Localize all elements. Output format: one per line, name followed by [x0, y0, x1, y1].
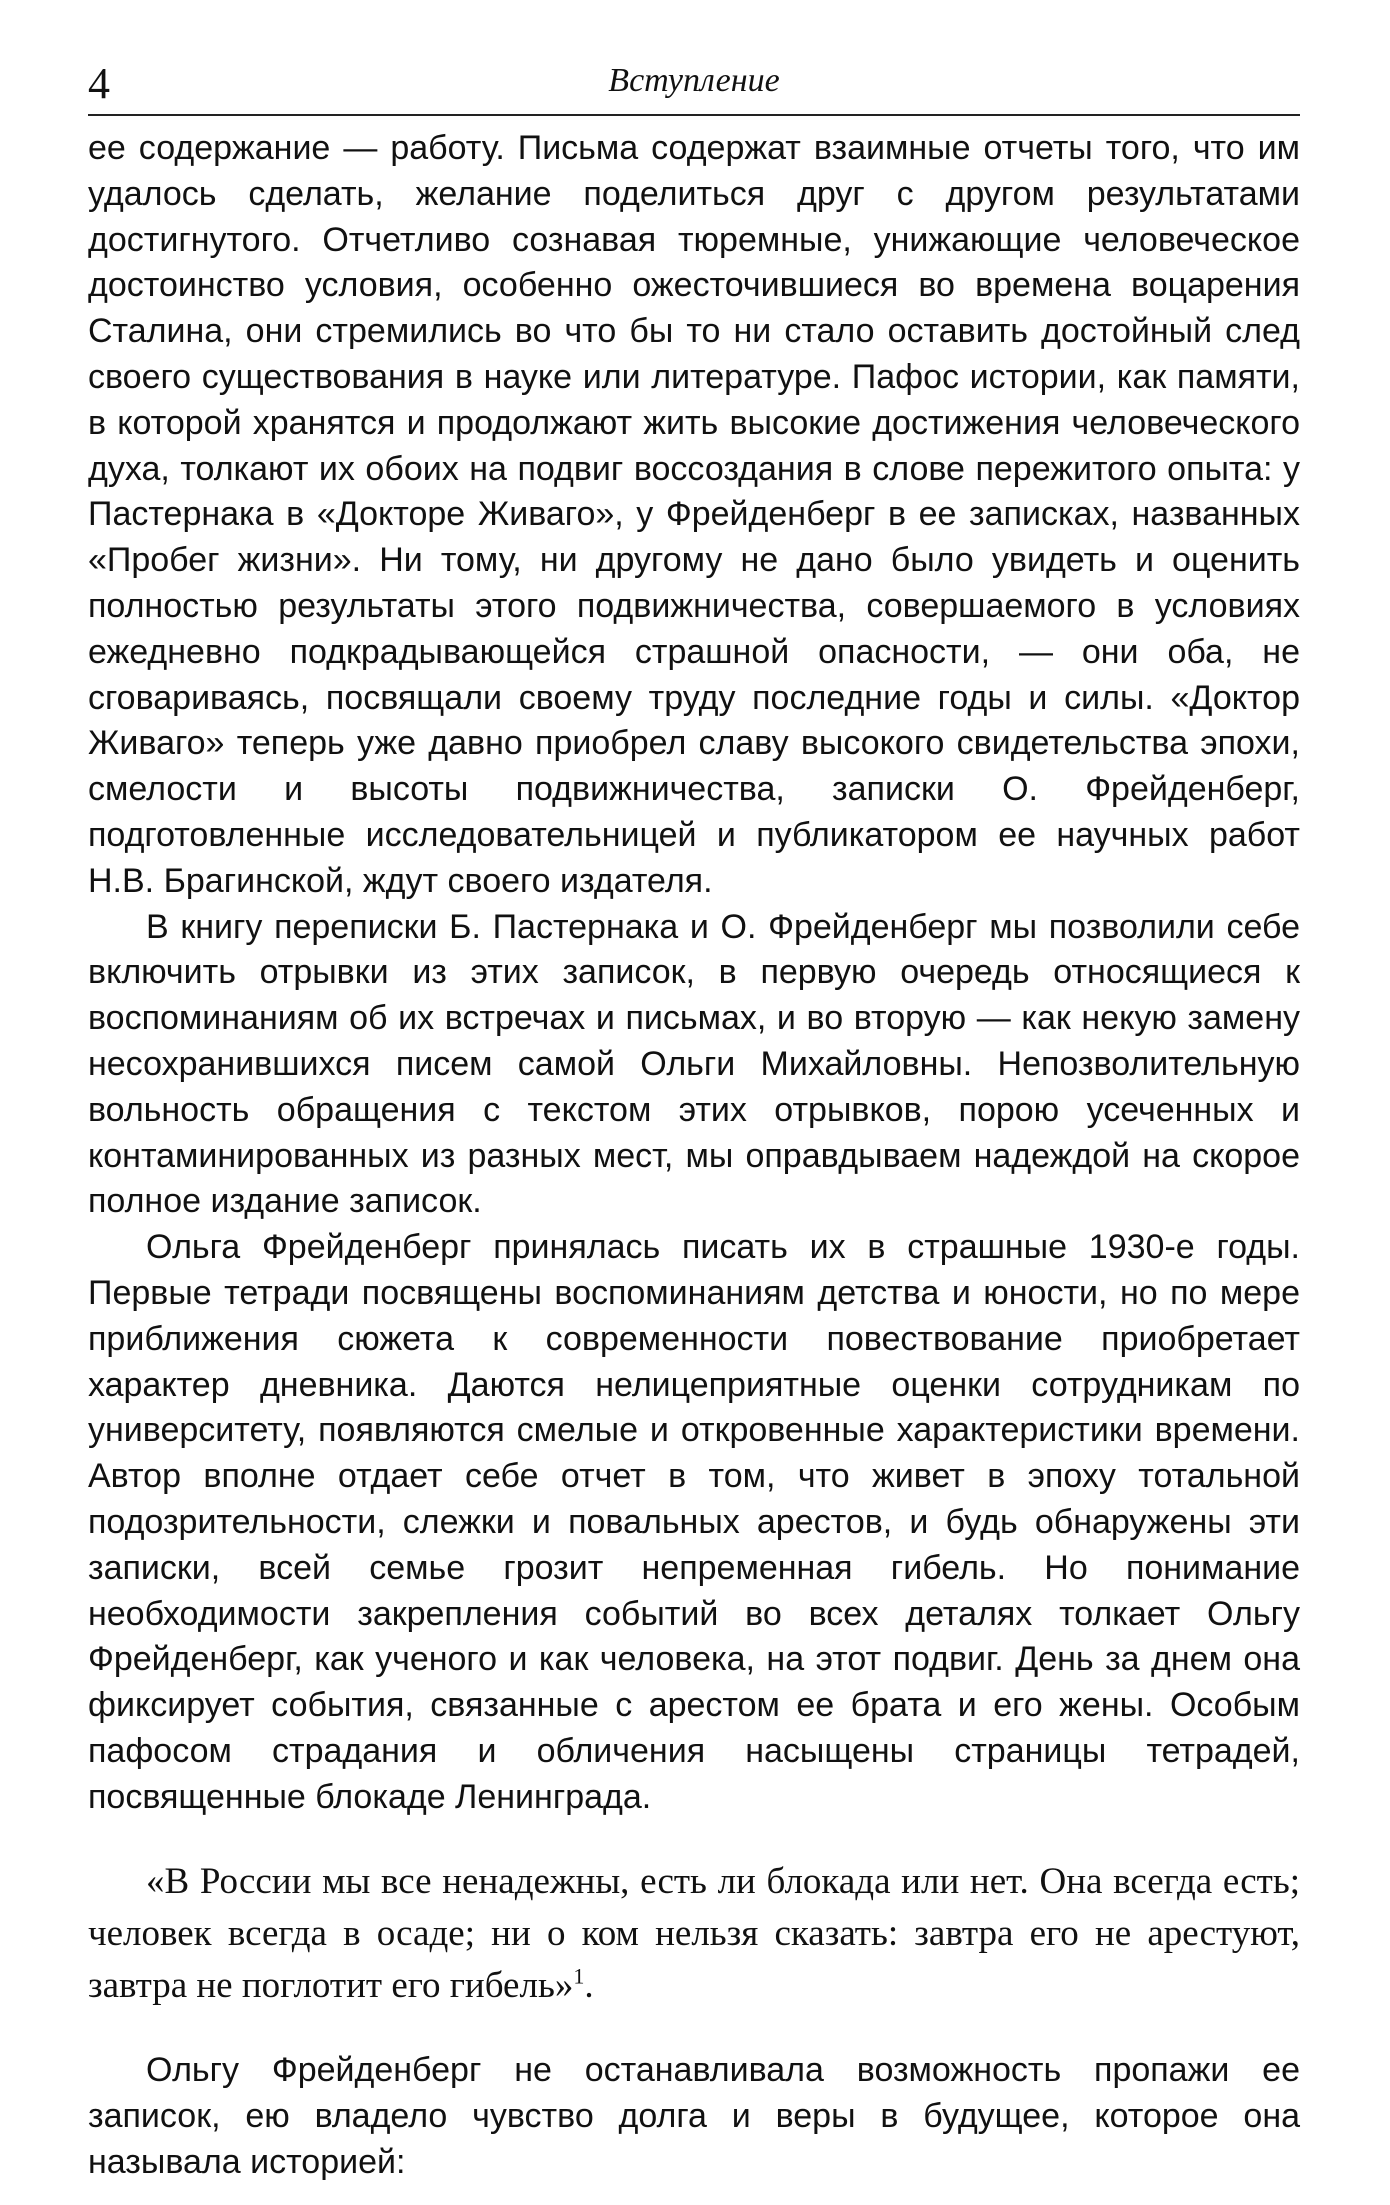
body-text — [88, 126, 1300, 2186]
page-header — [88, 54, 1300, 116]
quotation-end: . — [584, 1965, 594, 2007]
running-title: Вступление — [608, 62, 780, 99]
quotation-text: «В России мы все ненадежны, есть ли блокада или нет. Она всегда есть; человек всегда в осаде; ни о ком нельзя сказать: завтра его не арестуют, завтра не поглотит его гибель» — [88, 1861, 1300, 2007]
footnote-mark: 1 — [573, 1964, 585, 1990]
paragraph-1: ее содержание — работу. Письма содержат взаимные отчеты того, что им удалось сделать, желание поделиться друг с другом результатами достигнутого. Отчетливо сознавая тюремные, унижающие человеческое достоинство условия, особенно ожесточившиеся во времена воцарения Сталина, они стремились во что бы то ни стало оставить достойный след своего существования в науке или литературе. Пафос истории, как памяти, в которой хранятся и продолжают жить высокие достижения человеческого духа, толкают их обоих на подвиг воссоздания в слове пережитого опыта: у Пастернака в «Докторе Живаго», у Фрейденберг в ее записках, названных «Пробег жизни». Ни тому, ни другому не дано было увидеть и оценить полностью результаты этого подвижничества, совершаемого в условиях ежедневно подкрадывающейся страшной опасности, — они оба, не сговариваясь, посвящали своему труду последние годы и силы. «Доктор Живаго» теперь уже давно приобрел славу высокого свидетельства эпохи, смелости и высоты подвижничества, записки О. Фрейденберг, подготовленные исследовательницей и публикатором ее научных работ Н.В. Брагинской, ждут своего издателя. — [88, 129, 1300, 900]
paragraph-3: Ольга Фрейденберг принялась писать их в страшные 1930-е годы. Первые тетради посвящены воспоминаниям детства и юности, но по мере приближения сюжета к современности повествование приобретает характер дневника. Даются нелицеприятные оценки сотрудникам по университету, появляются смелые и откровенные характеристики времени. Автор вполне отдает себе отчет в том, что живет в эпоху тотальной подозрительности, слежки и повальных арестов, и будь обнаружены эти записки, всей семье грозит непременная гибель. Но понимание необходимости закрепления событий во всех деталях толкает Ольгу Фрейденберг, как ученого и как человека, на этот подвиг. День за днем она фиксирует события, связанные с арестом ее брата и его жены. Особым пафосом страдания и обличения насыщены страницы тетрадей, посвященные блокаде Ленинграда. — [88, 1228, 1300, 1816]
paragraph-2: В книгу переписки Б. Пастернака и О. Фрейденберг мы позволили себе включить отрывки из этих записок, в первую очередь относящиеся к воспоминаниям об их встречах и письмах, и во вторую — как некую замену несохранившихся писем самой Ольги Михайловны. Непозволительную вольность обращения с текстом этих отрывков, порою усеченных и контаминированных из разных мест, мы оправдываем надеждой на скорое полное издание записок. — [88, 907, 1300, 1221]
closing-paragraph: Ольгу Фрейденберг не останавливала возможность пропажи ее записок, ею владело чувство долга и веры в будущее, которое она называла историей: — [88, 2051, 1300, 2182]
quotation — [88, 1856, 1300, 2012]
page-number: 4 — [88, 59, 110, 108]
